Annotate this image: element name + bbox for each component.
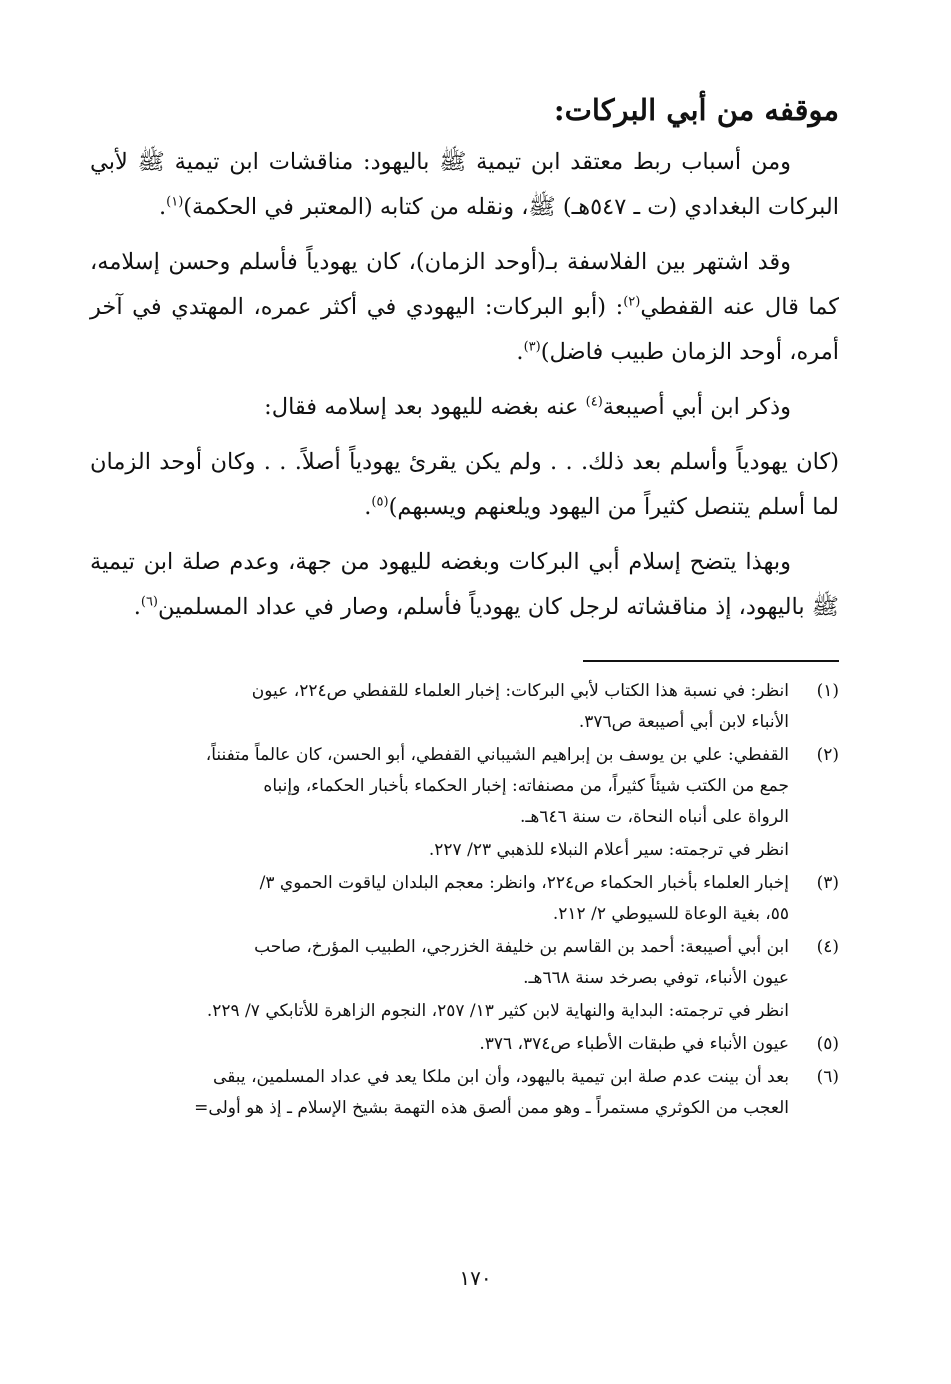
paragraph [90, 140, 839, 230]
page-number: ١٧٠ [459, 1266, 492, 1290]
paragraph-text-tail: . [364, 494, 372, 520]
footnote-line: عيون الأنباء في طبقات الأطباء ص٣٧٤، ٣٧٦. [479, 1034, 789, 1054]
paragraph-text-tail: عنه بغضه لليهود بعد إسلامه فقال: [264, 394, 586, 420]
footnote-text [90, 1062, 789, 1124]
footnote-line: الأنباء لابن أبي أصيبعة ص٣٧٦. [578, 712, 789, 732]
paragraph-text-tail: . [133, 594, 141, 620]
paragraph-text-tail: . [158, 194, 167, 220]
footnote-ref[interactable]: (٦) [140, 594, 158, 610]
footnote-line: عيون الأنباء، توفي بصرخد سنة ٦٦٨هـ. [523, 968, 789, 988]
footnote-number: (٤) [816, 937, 839, 957]
footnote-number: (٦) [816, 1067, 839, 1087]
paragraph-text-tail: : (أبو البركات: اليهودي في أكثر عمره، المهتدي في آخر أمره، أوحد الزمان طبيب فاضل) [90, 294, 839, 365]
paragraph-text: ومن أسباب ربط معتقد ابن تيمية ﷺ باليهود: مناقشات ابن تيمية ﷺ لأبي البركات البغدادي (ت ـ ٥٤٧هـ) ﷺ، ونقله من كتابه (المعتبر في الحكمة) [90, 149, 839, 220]
footnote-text [90, 932, 789, 994]
footnote-extra: انظر في ترجمته: البداية والنهاية لابن كثير ١٣/ ٢٥٧، النجوم الزاهرة للأتابكي ٧/ ٢٢٩. [206, 1001, 789, 1021]
footnote-ref[interactable]: (١) [166, 194, 184, 210]
footnote-number: (٢) [816, 745, 839, 765]
footnote [90, 1029, 839, 1060]
footnote-text [90, 1029, 789, 1060]
paragraph [90, 385, 839, 430]
footnote-ref[interactable]: (٢) [623, 294, 641, 310]
paragraph-text: وبهذا يتضح إسلام أبي البركات وبغضه لليهود من جهة، وعدم صلة ابن تيمية ﷺ باليهود، إذ مناقشاته لرجل كان يهودياً فأسلم، وصار في عداد المسلمين [90, 549, 839, 620]
footnote-separator [583, 660, 839, 662]
footnote [90, 676, 839, 738]
footnote-line: ٥٥، بغية الوعاة للسيوطي ٢/ ٢١٢. [552, 904, 789, 924]
footnote-number: (٣) [816, 873, 839, 893]
footnote-ref[interactable]: (٥) [371, 494, 389, 510]
footnote-ref[interactable]: (٤) [585, 394, 603, 410]
footnote-text [90, 676, 789, 738]
footnote-number: (١) [816, 681, 839, 701]
footnotes [90, 676, 839, 1124]
footnote-line: القفطي: علي بن يوسف بن إبراهيم الشيباني القفطي، أبو الحسن، كان عالماً متفنناً، [205, 745, 789, 765]
section-title: موقفه من أبي البركات: [553, 93, 839, 127]
footnote-text [90, 868, 789, 930]
footnote-extra: انظر في ترجمته: سير أعلام النبلاء للذهبي ٢٣/ ٢٢٧. [428, 840, 789, 860]
footnote [90, 740, 839, 833]
footnote-line: الرواة على أنباه النحاة، ت سنة ٦٤٦هـ. [520, 807, 789, 827]
paragraph-text-tail: . [516, 339, 524, 365]
footnote-line: بعد أن بينت عدم صلة ابن تيمية باليهود، وأن ابن ملكا يعد في عداد المسلمين، يبقى [213, 1067, 789, 1087]
footnote-line: انظر: في نسبة هذا الكتاب لأبي البركات: إخبار العلماء للقفطي ص٢٢٤، عيون [251, 681, 789, 701]
footnote-ref[interactable]: (٣) [523, 339, 541, 355]
paragraph-text: (كان يهودياً وأسلم بعد ذلك. . . ولم يكن يقرئ يهودياً أصلاً. . . وكان أوحد الزمان لما أسلم يتنصل كثيراً من اليهود ويلعنهم ويسبهم) [90, 449, 839, 520]
footnote [90, 868, 839, 930]
footnote-line: العجب من الكوثري مستمراً ـ وهو ممن ألصق هذه التهمة بشيخ الإسلام ـ إذ هو أولى= [194, 1098, 789, 1118]
footnote-line: ابن أبي أصيبعة: أحمد بن القاسم بن خليفة الخزرجي، الطبيب المؤرخ، صاحب [254, 937, 789, 957]
footnote [90, 932, 839, 994]
footnote-text [90, 740, 789, 833]
paragraph [90, 240, 839, 375]
paragraph [90, 440, 839, 530]
footnote-line: جمع من الكتب شيئاً كثيراً، من مصنفاته: إخبار الحكماء بأخبار الحكماء، وإنباه [263, 776, 789, 796]
paragraph [90, 540, 839, 630]
footnote-number: (٥) [816, 1034, 839, 1054]
footnote [90, 1062, 839, 1124]
footnote-line: إخبار العلماء بأخبار الحكماء ص٢٢٤، وانظر: معجم البلدان لياقوت الحموي ٣/ [259, 873, 789, 893]
body-text [90, 140, 839, 630]
paragraph-text: وذكر ابن أبي أصيبعة [602, 394, 791, 420]
paragraph-text: وقد اشتهر بين الفلاسفة بـ(أوحد الزمان)، كان يهودياً فأسلم وحسن إسلامه، كما قال عنه القفطي [90, 249, 839, 320]
